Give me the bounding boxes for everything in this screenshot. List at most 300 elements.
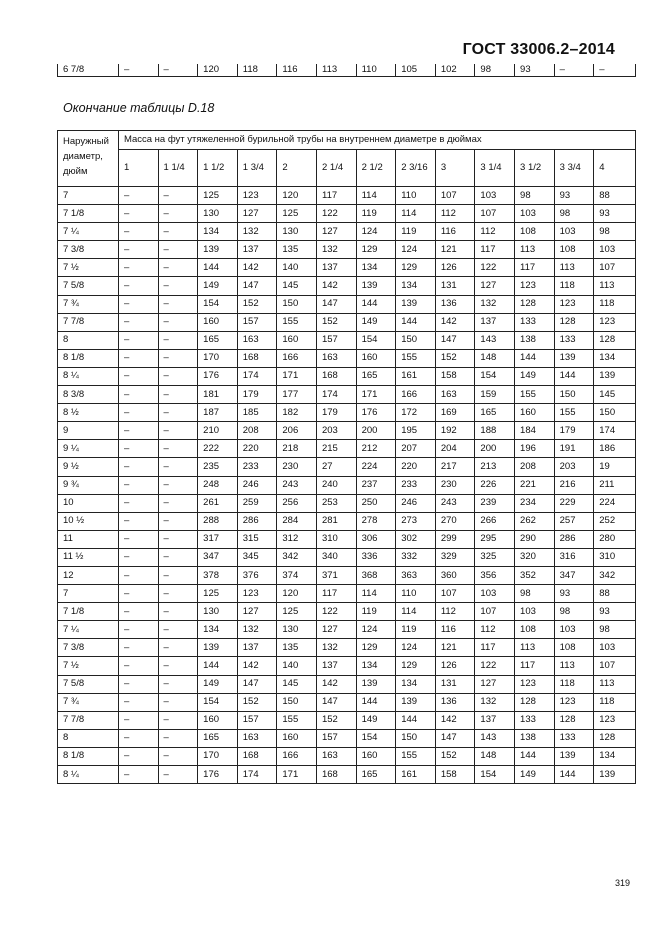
table-cell: – [118,476,158,494]
table-cell: 216 [554,476,594,494]
table-cell: 117 [316,187,356,205]
table-cell: – [594,64,636,77]
table-cell: – [118,386,158,404]
table-row [58,295,636,313]
table-cell: 127 [475,675,515,693]
table-cell: 200 [475,440,515,458]
table-cell: 134 [356,657,396,675]
table-cell: – [158,404,198,422]
diameter-cell: 7 1/8 [58,603,119,621]
diameter-cell: 7 [58,585,119,603]
table-row [58,639,636,657]
table-cell: 150 [594,404,636,422]
table-cell: 142 [435,313,475,331]
table-cell: 230 [435,476,475,494]
table-cell: 240 [316,476,356,494]
table-cell: 123 [237,585,277,603]
table-row [58,494,636,512]
table-cell: 116 [435,621,475,639]
table-cell: 226 [475,476,515,494]
table-row [58,223,636,241]
table-cell: 224 [594,494,636,512]
table-cell: 134 [198,223,238,241]
table-cell: 235 [198,458,238,476]
table-cell: 119 [356,205,396,223]
table-cell: 107 [594,657,636,675]
diameter-cell: 8 [58,331,119,349]
table-cell: 170 [198,747,238,765]
diameter-cell: 7 ¾ [58,693,119,711]
table-cell: – [118,241,158,259]
table-cell: 152 [435,747,475,765]
table-cell: 135 [277,639,317,657]
table-cell: 139 [356,675,396,693]
table-cell: 110 [356,64,396,77]
table-cell: 127 [237,603,277,621]
table-cell: 317 [198,530,238,548]
table-cell: 118 [554,277,594,295]
table-cell: – [158,639,198,657]
table-cell: – [118,530,158,548]
table-cell: – [158,64,198,77]
table-cell: 118 [554,675,594,693]
table-cell: – [158,205,198,223]
table-cell: 302 [396,530,436,548]
table-cell: 262 [515,512,555,530]
table-cell: 142 [316,277,356,295]
table-cell: – [158,476,198,494]
table-cell: 113 [554,657,594,675]
table-cell: 113 [594,675,636,693]
table-cell: 147 [316,693,356,711]
table-row [58,241,636,259]
table-cell: – [158,331,198,349]
table-cell: 27 [316,458,356,476]
table-cell: 187 [198,404,238,422]
table-cell: 155 [515,386,555,404]
table-cell: 128 [515,693,555,711]
table-cell: 160 [277,729,317,747]
table-cell: 185 [237,404,277,422]
table-cell: – [158,458,198,476]
table-cell: – [118,458,158,476]
column-header-inner-diameter: 2 1/2 [356,150,396,187]
table-row [58,566,636,584]
table-cell: 130 [277,621,317,639]
table-cell: 340 [316,548,356,566]
table-cell: 108 [515,223,555,241]
table-row [58,313,636,331]
table-cell: 144 [515,747,555,765]
table-cell: 160 [515,404,555,422]
table-cell: 142 [435,711,475,729]
table-cell: 125 [198,585,238,603]
table-cell: 257 [554,512,594,530]
table-cell: 316 [554,548,594,566]
diameter-cell: 7 [58,187,119,205]
table-cell: 149 [356,711,396,729]
table-cell: 166 [277,349,317,367]
column-header-inner-diameter: 1 1/4 [158,150,198,187]
table-cell: 218 [277,440,317,458]
table-cell: 256 [277,494,317,512]
diameter-cell: 7 ½ [58,657,119,675]
table-cell: 253 [316,494,356,512]
table-cell: – [158,766,198,784]
table-cell: 206 [277,422,317,440]
table-cell: – [158,603,198,621]
table-cell: 139 [396,693,436,711]
table-cell: 165 [356,766,396,784]
table-cell: 116 [435,223,475,241]
table-cell: 290 [515,530,555,548]
diameter-cell: 8 3/8 [58,386,119,404]
table-cell: – [158,386,198,404]
table-cell: 118 [237,64,277,77]
table-cell: 270 [435,512,475,530]
table-cell: 252 [594,512,636,530]
table-cell: 246 [237,476,277,494]
table-cell: – [158,566,198,584]
table-cell: 158 [435,766,475,784]
table-cell: 288 [198,512,238,530]
table-cell: – [118,494,158,512]
table-cell: – [118,259,158,277]
table-cell: 168 [316,367,356,385]
table-cell: 148 [475,349,515,367]
table-row [58,548,636,566]
table-cell: 123 [237,187,277,205]
table-cell: 128 [594,331,636,349]
table-cell: – [118,313,158,331]
table-row [58,729,636,747]
table-cell: 150 [396,729,436,747]
table-cell: 107 [475,603,515,621]
table-cell: 213 [475,458,515,476]
table-cell: 345 [237,548,277,566]
table-cell: 210 [198,422,238,440]
table-cell: 179 [237,386,277,404]
table-row [58,259,636,277]
table-cell: – [118,349,158,367]
table-cell: 145 [277,277,317,295]
table-row [58,711,636,729]
table-cell: – [158,512,198,530]
table-cell: 132 [316,639,356,657]
diameter-cell: 7 5/8 [58,675,119,693]
table-cell: 133 [515,711,555,729]
table-cell: 113 [594,277,636,295]
table-cell: 220 [237,440,277,458]
table-cell: 139 [356,277,396,295]
table-cell: 102 [435,64,475,77]
table-cell: 163 [316,747,356,765]
table-row [58,64,636,77]
table-cell: 342 [277,548,317,566]
table-cell: – [118,295,158,313]
table-cell: 119 [396,621,436,639]
table-cell: 127 [316,223,356,241]
table-cell: – [158,621,198,639]
table-cell: – [158,675,198,693]
table-cell: 124 [396,639,436,657]
table-cell: 147 [316,295,356,313]
diameter-cell: 11 ½ [58,548,119,566]
table-cell: 352 [515,566,555,584]
table-cell: 161 [396,367,436,385]
table-cell: 152 [316,711,356,729]
table-cell: – [158,747,198,765]
table-cell: 139 [198,639,238,657]
table-cell: 124 [356,621,396,639]
table-cell: – [158,585,198,603]
table-cell: 122 [475,657,515,675]
table-cell: 363 [396,566,436,584]
diameter-cell: 7 7/8 [58,313,119,331]
table-caption: Окончание таблицы D.18 [63,101,215,115]
subheader-row [58,150,636,187]
table-cell: 149 [356,313,396,331]
table-cell: 161 [396,766,436,784]
table-cell: 149 [198,675,238,693]
table-cell: 132 [475,693,515,711]
table-cell: 108 [515,621,555,639]
table-cell: 128 [594,729,636,747]
table-cell: – [158,349,198,367]
table-cell: 160 [356,747,396,765]
table-cell: – [158,657,198,675]
table-cell: 310 [594,548,636,566]
table-cell: 165 [475,404,515,422]
table-cell: 144 [198,657,238,675]
table-cell: 128 [554,313,594,331]
table-cell: 376 [237,566,277,584]
table-cell: 212 [356,440,396,458]
table-cell: 154 [198,693,238,711]
table-cell: 147 [237,277,277,295]
table-cell: 136 [435,295,475,313]
table-cell: 128 [554,711,594,729]
table-cell: 120 [277,585,317,603]
diameter-cell: 7 ¼ [58,621,119,639]
table-cell: 124 [356,223,396,241]
table-row [58,349,636,367]
table-cell: 166 [396,386,436,404]
column-header-inner-diameter: 4 [594,150,636,187]
table-row [58,512,636,530]
table-cell: 140 [277,259,317,277]
table-cell: 147 [237,675,277,693]
table-cell: 113 [515,241,555,259]
table-cell: – [158,367,198,385]
table-cell: 145 [277,675,317,693]
table-cell: 182 [277,404,317,422]
table-cell: 278 [356,512,396,530]
table-cell: 149 [515,766,555,784]
table-cell: 158 [435,367,475,385]
diameter-cell: 9 [58,422,119,440]
table-cell: 118 [594,295,636,313]
table-cell: – [118,747,158,765]
table-cell: 114 [396,205,436,223]
table-cell: – [554,64,594,77]
table-cell: 144 [356,295,396,313]
table-cell: 174 [237,766,277,784]
table-cell: 93 [515,64,555,77]
table-cell: 179 [316,404,356,422]
table-cell: 360 [435,566,475,584]
table-cell: 347 [198,548,238,566]
table-cell: 243 [435,494,475,512]
table-cell: 88 [594,585,636,603]
table-cell: 286 [237,512,277,530]
table-cell: 110 [396,187,436,205]
table-cell: – [158,711,198,729]
table-cell: 114 [356,585,396,603]
table-cell: 138 [515,331,555,349]
table-cell: 149 [198,277,238,295]
table-cell: 246 [396,494,436,512]
table-cell: 112 [435,205,475,223]
table-cell: – [158,295,198,313]
column-header-diameter: Наружный диаметр, дюйм [58,131,119,187]
table-cell: 174 [237,367,277,385]
diameter-cell: 10 ½ [58,512,119,530]
table-cell: 284 [277,512,317,530]
table-row [58,458,636,476]
table-cell: 152 [316,313,356,331]
diameter-cell: 7 ¾ [58,295,119,313]
table-cell: 117 [515,259,555,277]
table-cell: – [158,729,198,747]
column-header-inner-diameter: 1 [118,150,158,187]
table-cell: 130 [198,205,238,223]
table-cell: 149 [515,367,555,385]
table-cell: 168 [237,747,277,765]
table-cell: 137 [316,657,356,675]
table-cell: 133 [554,331,594,349]
table-cell: 144 [554,766,594,784]
table-cell: 150 [277,693,317,711]
table-cell: 127 [475,277,515,295]
diameter-cell: 9 ¼ [58,440,119,458]
table-cell: 154 [475,367,515,385]
table-cell: 137 [237,241,277,259]
table-cell: 286 [554,530,594,548]
diameter-cell: 7 7/8 [58,711,119,729]
table-cell: 155 [396,349,436,367]
diameter-cell: 8 1/8 [58,349,119,367]
table-cell: 143 [475,331,515,349]
table-cell: 261 [198,494,238,512]
table-cell: 154 [198,295,238,313]
header-row [58,131,636,150]
table-cell: 229 [554,494,594,512]
table-cell: – [158,494,198,512]
table-cell: 93 [554,187,594,205]
table-cell: 124 [396,241,436,259]
table-cell: 281 [316,512,356,530]
table-cell: 132 [237,223,277,241]
table-cell: 134 [356,259,396,277]
table-cell: 155 [277,313,317,331]
table-cell: 117 [475,639,515,657]
table-cell: 129 [356,639,396,657]
table-cell: 165 [198,331,238,349]
table-cell: 129 [396,259,436,277]
table-cell: 117 [475,241,515,259]
table-cell: 129 [356,241,396,259]
table-cell: – [118,440,158,458]
diameter-cell: 7 ¼ [58,223,119,241]
table-cell: 160 [277,331,317,349]
diameter-cell: 12 [58,566,119,584]
table-cell: 107 [594,259,636,277]
table-row [58,386,636,404]
table-cell: 126 [435,259,475,277]
table-cell: 107 [435,187,475,205]
table-cell: – [118,675,158,693]
table-cell: – [118,512,158,530]
table-cell: 123 [594,711,636,729]
table-cell: 123 [515,675,555,693]
table-cell: 132 [316,241,356,259]
table-cell: 137 [237,639,277,657]
table-cell: 112 [475,621,515,639]
diameter-cell: 6 7/8 [58,64,119,77]
table-cell: 127 [316,621,356,639]
table-cell: 103 [554,621,594,639]
table-cell: 125 [277,205,317,223]
table-cell: 171 [277,766,317,784]
table-cell: 157 [316,729,356,747]
table-cell: 103 [475,187,515,205]
table-cell: 142 [237,657,277,675]
column-header-inner-diameter: 3 1/2 [515,150,555,187]
table-cell: 208 [515,458,555,476]
table-cell: 103 [554,223,594,241]
table-cell: 103 [594,639,636,657]
column-header-inner-diameter: 1 1/2 [198,150,238,187]
table-cell: 160 [198,711,238,729]
page-number: 319 [615,878,631,888]
table-cell: 299 [435,530,475,548]
table-row [58,476,636,494]
table-cell: 163 [435,386,475,404]
table-cell: 174 [316,386,356,404]
table-cell: 211 [594,476,636,494]
table-cell: 165 [356,367,396,385]
table-cell: – [118,766,158,784]
table-cell: 120 [277,187,317,205]
table-cell: 273 [396,512,436,530]
table-cell: 119 [396,223,436,241]
table-cell: 98 [554,603,594,621]
table-cell: 203 [316,422,356,440]
table-cell: 139 [594,766,636,784]
table-cell: – [118,205,158,223]
table-cell: 169 [435,404,475,422]
table-cell: 157 [316,331,356,349]
table-cell: 98 [594,223,636,241]
table-row [58,693,636,711]
table-cell: 157 [237,313,277,331]
table-cell: 123 [554,295,594,313]
diameter-cell: 10 [58,494,119,512]
table-row [58,422,636,440]
table-row [58,603,636,621]
table-cell: 154 [356,331,396,349]
